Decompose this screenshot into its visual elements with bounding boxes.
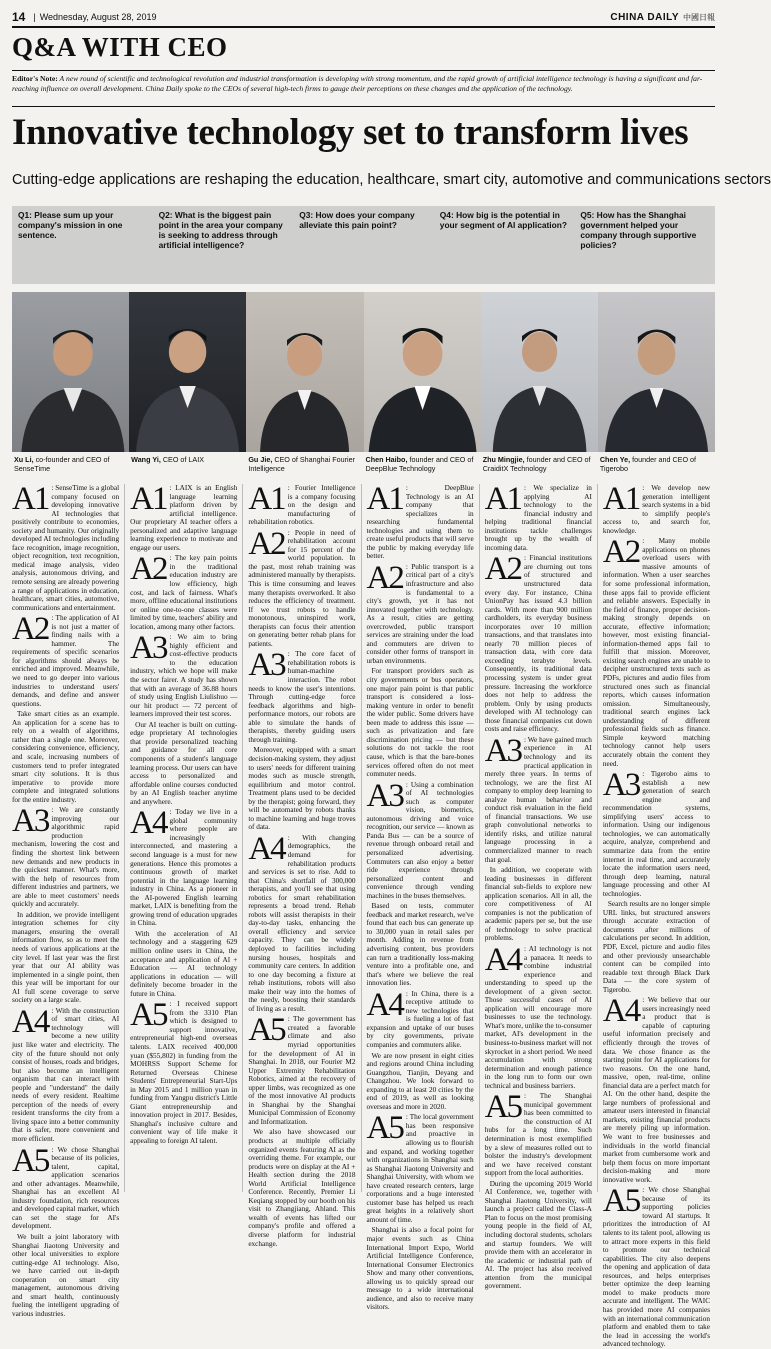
answer-paragraph: With the acceleration of AI technology and a staggering 629 million online users in China, the acceptance and application of AI + Education — AI technology applications in education — will definitely become broader in the future in China. [130,929,238,998]
answer-text: : People in need of rehabilitation account for 15 percent of the world population. In the past, most rehab training was administered manually by therapists. This is time consuming and leaves many therapists overworked. It also reduces the efficiency of treatment. If we trust robots to handle monotonous, uninspired work, therapists can focus their attention on generating better rehab plans for patients. [248,528,356,648]
question-1: Q1: Please sum up your company's mission in one sentence. [18,210,123,240]
answer-4 [602,993,711,1184]
answer-column-fourier [242,481,360,1248]
question-4: Q4: How big is the potential in your segment of AI application? [439,210,567,230]
page-number: 14 [12,10,26,24]
answer-2 [366,559,474,666]
answer-paragraph: For transport providers such as city governments or bus operators, one major pain point is that public transport is considered a loss-making venture in order to benefit the wider public. Some drivers have been made to address this issue — such as privatization and fare discrimination pricing — but these solutions do not tackle the root cause, which is that the bare-bones services offered often do not meet commuter needs. [366,667,474,779]
person-silhouette [129,292,246,452]
answer-5 [484,1089,592,1178]
subheadline: Cutting-edge applications are reshaping the education, healthcare, smart city, automotive and communications sectors [12,172,771,188]
answer-label: A4 [248,830,285,867]
portrait-row [12,292,715,452]
answer-4 [130,805,238,928]
answer-label: A4 [130,805,167,842]
portrait-photo [598,292,715,452]
caption [598,456,715,480]
answer-label: A3 [366,777,403,814]
answer-text: : The government has created a favorable climate and also myriad opportunities for the development of AI in Shanghai. In 2018, our Fourier M2 Upper Extremity Rehabilitation Robotics, aimed at the recovery of upper limbs, was recognized as one of the most innovative AI products in Shanghai by the Shanghai Municipal Commission of Economy and Informatization. [248,1015,356,1126]
answer-label: A5 [12,1142,49,1179]
person-name: Zhu Mingjie, [482,455,525,464]
caption [12,456,129,480]
answer-text: : We have gained much experience in AI technology and its practical application in merely three years. In terms of technology, we are the first AI company to employ deep learning to analyze human behavior and conduct risk evaluation in the field of financial transactions. We use graph convolutional networks to identify risks, and utilize natural language processing in a commercialized manner to reach that goal. [484,735,592,864]
answer-text: : DeepBlue Technology is an AI company that specializes in researching fundamental technologies and using them to create useful products that will serve the public by making everyday life better. [366,484,474,561]
caption-row [12,456,715,480]
answer-label: A3 [130,630,167,667]
answer-5 [12,1142,120,1231]
answer-text: : LAIX is an English language learning platform driven by artificial intelligence. Our proprietary AI teacher offers a personalized and adaptive language learning experience to motivate and engage our users. [130,484,238,552]
person-name: Chen Ye, [599,455,631,464]
person-silhouette [246,292,363,452]
answer-text: : We develop new generation intelligent search systems in a bid to simplify people's access to, and search for, knowledge. [602,484,711,535]
answer-text: : SenseTime is a global company focused on developing innovative AI technologies that positively contribute to economies, society and humanity. Our originally developed AI technologies including face recognition, image recognition, object recognition, text recognition, medical image analysis, video analysis, autonomous driving, and remote sensing are already powering a range of applications in education, healthcare, smart cities, automotive, communications and entertainment. [12,484,120,612]
answer-column-laix [124,481,242,1192]
answer-1 [248,481,356,527]
answer-column-sensetime [12,481,124,1318]
answer-5 [130,997,238,1146]
answer-4 [484,941,592,1090]
answer-label: A1 [130,481,167,517]
paper-name-chinese: 中國日報 [683,12,715,22]
question-3: Q3: How does your company alleviate this pain point? [299,210,415,230]
masthead-bar [12,8,715,28]
answer-3 [12,803,120,909]
answer-text: : Tigerobo aims to establish a new generation of search engine and recommendation systems, simplifying users' access to information. Using our indigenous technologies, we can automatically acquire, analyze, comprehend and summarize data from the entire internet in real time, and accurately locate the information users need, through deep learning, natural language processing and other AI technologies. [602,770,711,898]
portrait-photo [129,292,246,452]
answer-text: : In China, there is a receptive attitude to new technologies that is fueling a lot of fast expansion and uptake of our buses by city governments, private companies and commuters alike. [366,989,474,1049]
masthead-separator: | [33,12,36,22]
answer-paragraph: Our AI teacher is built on cutting-edge proprietary AI technologies that provide personalized teaching and guidance for all core components of a student's language learning process. Our users can have access to personalized and affordable online courses conducted by an AI English teacher anytime and anywhere. [130,720,238,806]
person-name: Wang Yi, [131,455,161,464]
portrait-photo [246,292,363,452]
answer-text: : The key pain points in the traditional education industry are low efficiency, high cost, and lack of fairness. What's more, offline educational institutions or online one-to-one classes were limited by time, teachers' ability and location, among many other factors. [130,554,238,631]
caption [364,456,481,480]
answer-text: : Using a combination of AI technologies such as computer vision, biometrics, autonomous driving and voice recognition, our service — known as Panda Bus — can be a source of revenue through onboard retail and personalized advertising. Commuters can also enjoy a better ride experience through personalized content and convenience through vending machines in the buses themselves. [366,780,474,900]
person-role: CEO of LAIX [162,455,205,464]
paper-name: CHINA DAILY [610,11,679,23]
answer-paragraph: We built a joint laboratory with Shanghai Jiaotong University and other local universities to explore cutting-edge AI technology. Also, we have carried out in-depth cooperation on smart city management, autonomous driving and smart health, continuously fueling the intelligent upgrading of various industries. [12,1233,120,1318]
answer-text: : The application of AI is not just a matter of finding nails with a hammer. The requirements of specific scenarios for algorithms should always be enriched and improved. Meanwhile, we need to go deeper into various industries to understand users' demands, and define and answer questions. [12,614,120,708]
caption [481,456,598,480]
editor-note-text: A new round of scientific and technological revolution and industrial transformation is developing with strong momentum, and the rapid growth of artificial intelligence technology is having a significant and far-reaching influence on overall development. China Daily spoke to the CEOs of several high-tech firms to gauge their perceptions on these changes and the application of the technology. [12,74,703,93]
answer-label: A1 [366,481,403,517]
section-rule [12,70,715,71]
answer-label: A3 [602,767,640,804]
answer-5 [602,1183,711,1349]
answer-text: : Public transport is a critical part of a city's infrastructure and also is fundamental to a city's growth, yet it has not innovated together with technology. As a result, cities are getting overcrowded, public transport services are straining under the load and commuters are driven to consider other forms of transport in urban environments. [366,562,474,665]
answer-text: : The Shanghai municipal government has been committed to the construction of AI hubs for a long time. Such determination is most exemplified by a slew of measures rolled out to bolster the industry's development and we have received constant support from the local authorities. [484,1092,592,1178]
editor-note-label: Editor's Note: [12,74,58,83]
answer-text: : The core facet of rehabilitation robots is human-machine interaction. The robot needs to know the user's intentions. Through cutting-edge force feedback algorithms and high-performance motors, our robots are able to simulate the hands of therapists, thereby guiding users through training. [248,650,356,744]
answer-5 [366,1110,474,1224]
answer-text: : We chose Shanghai because of its policies, talent, capital, application scenarios and other advantages. Meanwhile, Shanghai has an excellent AI industry foundation, rich resources and developed capital market, which can set the stage for AI's development. [12,1145,120,1231]
answer-1 [602,481,711,535]
question-2: Q2: What is the biggest pain point in the area your company is seeking to address through artificial intelligence? [158,210,283,250]
answer-paragraph: Based on tests, commuter feedback and market research, we've found that each bus can generate up to 30,000 yuan in retail sales per month. Adding in revenue from advertising content, bus providers can turn a traditionally loss-making venture into a profitable one, and that's where we believe the real innovation lies. [366,902,474,988]
answer-paragraph: Take smart cities as an example. An application for a scene has to rely on a wealth of algorithms, rather than a single one. Moreover, considering convenience, efficiency, and scale, increasing numbers of customers tend to prefer integrated smart city solutions. It is thus imperative to provide more complete and integrated solutions for the entire industry. [12,710,120,804]
answer-2 [248,525,356,649]
answer-2 [130,551,238,631]
editor-rule [12,106,715,107]
person-role: founder and CEO of CraiditX Technology [482,455,591,473]
answer-2 [484,551,592,734]
answer-label: A1 [602,481,640,517]
answer-4 [12,1003,120,1144]
answer-label: A3 [484,732,522,769]
answer-4 [366,986,474,1050]
person-silhouette [598,292,715,452]
person-role: co-founder and CEO of SenseTime [14,455,110,473]
answer-label: A3 [248,647,285,684]
answer-columns [12,481,715,1349]
answer-column-deepblue [361,481,479,1312]
questions-bar [12,206,715,284]
answer-label: A4 [484,941,522,978]
answer-text: : Fourier Intelligence is a company focusing on the design and manufacturing of rehabilitation robotics. [248,484,356,527]
issue-date: Wednesday, August 28, 2019 [39,12,157,22]
answer-label: A4 [366,986,403,1023]
answer-3 [248,647,356,744]
portrait-photo [12,292,129,452]
answer-label: A5 [602,1183,640,1220]
answer-label: A2 [12,611,49,648]
answer-1 [366,481,474,561]
answer-label: A2 [248,525,285,562]
portrait-photo [481,292,598,452]
answer-label: A1 [248,481,285,517]
answer-label: A5 [248,1012,285,1049]
person-name: Chen Haibo, [365,455,408,464]
answer-label: A2 [602,534,640,571]
answer-text: : With the construction of smart cities, AI technology will become a new utility just like water and electricity. The city of the future should not only consist of houses, roads and bridges, but also become an intelligent organism that can interact with people and "understand" the daily needs of every resident. Realtime perception of the needs of every resident transforms the city from a living space into a better community that is safer, more convenient and more efficient. [12,1006,120,1144]
answer-4 [248,830,356,1013]
answer-paragraph: Search results are no longer simple URL links, but structured answers through accurate extraction of documents after millions of calculations per second. In addition, PDF, Excel, picture and audio files and other previously unsearchable content can be compiled into readable text through Black Dark Data — the core system of Tigerobo. [602,900,711,994]
answer-text: : AI technology is not a panacea. It needs to combine industrial experience and understanding to speed up the development of a given sector. Those successful cases of AI application will encourage more businesses to use the technology. What's more, unlike the to-consumer market, AI's development in the business-to-business market will not skyrocket in a short period. We need accumulation with strong determination and enough patience in the long run to form our own technical and business barriers. [484,944,592,1090]
editor-note [12,74,715,93]
question-5: Q5: How has the Shanghai government helped your company through supportive policies? [580,210,697,250]
answer-label: A1 [484,481,522,517]
answer-label: A2 [366,559,403,596]
answer-label: A3 [12,803,49,840]
answer-label: A5 [130,997,167,1034]
answer-text: : We aim to bring highly efficient and cost-effective products to the education industry, which we hope will make the sector fairer. A study has shown that with an average of 36.88 hours of study using English Liulishuo — our hit product — 72 percent of learners improved their test scores. [130,633,238,719]
answer-1 [12,481,120,612]
answer-1 [130,481,238,552]
answer-column-craiditx [479,481,597,1291]
answer-text: : With changing demographics, the demand for rehabilitation products and services is set to rise. Add to that China's shortfall of 300,000 therapists, and you'll see that using robotics for smart rehabilitation represents a broad trend. Rehab robots will assist therapists in their day-to-day tasks, enhancing the overall efficiency and service capacity. They can be widely deployed to facilities including nursing houses, hospitals and community care centers. In addition to one day becoming a fixture at rehab institutions, robots will also make their way into the homes of the needy, boosting their standards of living as a result. [248,833,356,1013]
headline: Innovative technology set to transform lives [12,112,689,153]
answer-label: A5 [484,1089,522,1126]
answer-2 [602,534,711,768]
answer-label: A2 [130,551,167,588]
answer-text: : We are constantly improving our algorithmic rapid production mechanism, lowering the cost and finding the shortest link between new demands and new products in the quickest manner. What's more, with the help of resources from different industries and partners, we are able to meet customers' needs quickly and accurately. [12,806,120,909]
answer-text: : Today we live in a global community where people are increasingly interconnected, and mastering a second language is a must for new generations. Hence this promotes a continuous growth of market potential in the language learning industry in China. As a pioneer in the AI-powered English learning market, LAIX is benefiting from the growing trend of education upgrades in China. [130,808,238,928]
person-role: founder and CEO of Tigerobo [599,455,697,473]
answer-text: : Many mobile applications on phones overload users with massive amounts of information. When a user searches for some professional information, these apps fail to provide efficient and reliable answers. Especially in the field of finance, proper decision-making strongly depends on accurate, effective information; however, most existing financial-information-themed apps fail to fulfill that mission. Moreover, existing search engines are unable to decipher unstructured texts such as PDFs, pictures and audio files from structured ones such as financial reports, which causes information omission. Simultaneously, traditional search engines lack understanding of different professional fields such as finance. Simple keyword matching technology cannot help users accurately obtain the content they need. [602,537,711,768]
answer-paragraph: We are now present in eight cities and regions around China including Guangzhou, Tianjin, Deyang and Changzhou. We look forward to expanding to at least 20 cities by the end of 2019, as well as looking overseas and more in 2020. [366,1051,474,1111]
answer-paragraph: Moreover, equipped with a smart decision-making system, they adjust to users' needs for different training modes such as muscle strength, equilibrium and motor control. Treatment plans used to be decided by the therapist; going forward, they will be automated by robots thanks to machine learning and huge troves of data. [248,746,356,832]
answer-text: : We specialize in applying AI technology to the financial industry and helping traditional financial institutions tackle challenges brought up by the wealth of incoming data. [484,484,592,552]
answer-paragraph: In addition, we provide intelligent integration schemes for city managers, ensuring the overall information flow, so as to meet the needs of various applications at the city level. If last year was the first year that our AI ability was implemented in a single point, then this year will be important for our AI full scene coverage to serve society on a large scale. [12,910,120,1005]
person-silhouette [364,292,481,452]
person-name: Gu Jie, [248,455,273,464]
answer-text: : The local government has been responsive and proactive in allowing us to flourish and expand, and working together with organizations in Shanghai such as Shanghai Jiaotong University and Shanghai University, with whom we have created research centers, large corporations and a huge interested customer base has helped us reach great heights in a relatively short amount of time. [366,1113,474,1224]
answer-3 [366,777,474,901]
answer-5 [248,1012,356,1126]
answer-3 [484,732,592,864]
person-name: Xu Li, [14,455,34,464]
person-silhouette [481,292,598,452]
answer-column-tigerobo [597,481,715,1349]
person-role: CEO of Shanghai Fourier Intelligence [248,455,356,473]
answer-text: : We chose Shanghai because of its supporting policies toward AI startups. It prioritizes the introduction of AI talents to its talent pool, allowing us to attract more experts in this field to promote our technical capabilities. The city also deepens the opening and application of data resources, and helps enterprises better optimize the deep learning model to make products more accurate and intelligent. The WAIC has provided more AI companies with an international communication platform and enabled them to take the lead in accessing the world's advanced technology. [602,1186,711,1349]
answer-3 [602,767,711,898]
answer-1 [484,481,592,552]
answer-label: A1 [12,481,49,517]
portrait-photo [364,292,481,452]
answer-text: : I received support from the 3310 Plan which is designed to support innovative, entrepreneurial high-end overseas talents. LAIX received 400,000 yuan ($55,802) in funding from the MOHRSS Support Scheme for Returned Overseas Chinese Students' Entrepreneurial Start-Ups in May 2015 and 1 million yuan in funding from Yangpu district's Little Giant entrepreneurship and innovation project in 2017. Besides, Shanghai's inclusive culture and convenient way of life make it appealing to foreign AI talent. [130,1000,238,1146]
answer-label: A4 [602,993,640,1030]
answer-paragraph: We also have showcased our products at multiple officially organized events featuring AI as the overriding theme. For example, our products were on display at the AI + Health section during the 2018 World Artificial Intelligence Conference. Recently, Premier Li Keqiang stopped by our booth on his visit to Zhangjiang, Ahland. This wealth of events has lifted our company's profile and offered a diverse platform for industrial exchange. [248,1128,356,1248]
caption [129,456,246,480]
answer-text: : We believe that our users increasingly need a product that is capable of capturing useful information precisely and efficiently through the troves of data. We chose finance as the starting point for AI applications for two reasons. On the one hand, massive, open, real-time, online financial data are a perfect match for AI. On the other hand, despite the large numbers of professional and amateur users interested in financial markets, existing financial products are merely piling up information. We want to free businesses and individuals in the world financial market from cumbersome work and help them focus on more important decision-making and more innovative work. [602,996,711,1184]
answer-paragraph: Shanghai is also a focal point for major events such as China International Import Expo, World Artificial Intelligence Conference, International Consumer Electronics Show and many other conventions, allowing us to quickly spread our message to a wide international audience, and also to receive many visitors. [366,1226,474,1312]
answer-2 [12,611,120,708]
answer-text: : Financial institutions are churning out tons of structured and unstructured data every day. For instance, China UnionPay has issued 4.3 billion cards. With more than 900 million cardholders, its everyday business incorporates over 10 million transactions, and that translates into nearly 70 million pieces of transaction data, with core data exceeding terabyte levels. Consequently, its traditional data processing system is under great pressure. Increasing the workforce does not help to address the problem. Only by using products developed with AI technology can those financial companies cut down costs and raise efficiency. [484,554,592,734]
answer-label: A5 [366,1110,403,1147]
answer-paragraph: During the upcoming 2019 World AI Conference, we, together with Shanghai Jiaotong University, will launch a project called the Class-A Plan to focus on the most promising young people in the field of AI, including doctoral students, scholars and startup founders. We will provide them with an accelerator in the academic or industrial path of AI. The project has also received attention from the municipal government. [484,1179,592,1291]
answer-label: A4 [12,1003,49,1040]
answer-label: A2 [484,551,522,588]
person-silhouette [12,292,129,452]
section-title: Q&A WITH CEO [12,32,228,62]
person-role: founder and CEO of DeepBlue Technology [365,455,474,473]
answer-paragraph: In addition, we cooperate with leading businesses in different financial sub-fields to explore new application scenarios. All in all, the core competitiveness of AI companies is not the publication of academic papers per se, but the use of technology to solve practical problems. [484,866,592,943]
caption [246,456,363,480]
answer-3 [130,630,238,719]
